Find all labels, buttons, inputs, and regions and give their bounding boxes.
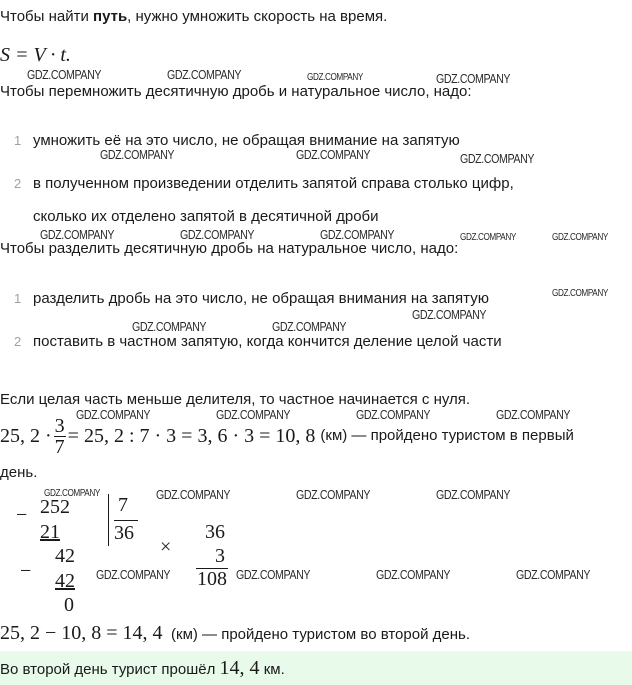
path-formula: S = V · t.: [0, 44, 71, 66]
watermark: GDZ.COMPANY: [167, 67, 242, 82]
watermark: GDZ.COMPANY: [40, 227, 115, 242]
answer-after: км.: [259, 661, 285, 678]
answer-text: [0, 657, 285, 680]
watermark: GDZ.COMPANY: [44, 488, 100, 499]
watermark: GDZ.COMPANY: [552, 232, 608, 243]
calc1-right: = 25, 2 : 7 · 3 = 3, 6 · 3 = 10, 8: [67, 424, 316, 447]
multiply-step-2: в полученном произведении отделить запятой справа столько цифр,: [33, 175, 514, 192]
zero-note: Если целая часть меньше делителя, то частное начинается с нуля.: [0, 391, 471, 408]
watermark: GDZ.COMPANY: [307, 72, 363, 83]
watermark: GDZ.COMPANY: [132, 319, 207, 334]
watermark: GDZ.COMPANY: [436, 71, 511, 86]
subtrahend-2: 42: [55, 570, 75, 592]
watermark: GDZ.COMPANY: [412, 307, 487, 322]
answer-before: Во второй день турист прошёл: [0, 661, 220, 678]
watermark: GDZ.COMPANY: [552, 288, 608, 299]
calc1-tail: день.: [0, 464, 38, 481]
watermark: GDZ.COMPANY: [296, 147, 371, 162]
minus-sign: −: [20, 560, 32, 582]
watermark: GDZ.COMPANY: [236, 567, 311, 582]
remainder-1: 42: [55, 545, 75, 567]
list-number: 1: [14, 291, 22, 306]
intro-text: [0, 7, 387, 27]
watermark: GDZ.COMPANY: [516, 567, 591, 582]
watermark: GDZ.COMPANY: [216, 407, 291, 422]
watermark: GDZ.COMPANY: [356, 407, 431, 422]
watermark: GDZ.COMPANY: [156, 487, 231, 502]
watermark: GDZ.COMPANY: [100, 147, 175, 162]
list-number: 2: [14, 334, 22, 349]
calc1-unit-text: (км) — пройдено туристом в первый: [320, 427, 574, 444]
mult-top: 36: [205, 521, 225, 543]
list-number: 1: [14, 133, 22, 148]
calc2-text: (км) — пройдено туристом во второй день.: [171, 626, 470, 643]
multiply-step-1: умножить её на это число, не обращая внимание на запятую: [33, 132, 460, 149]
watermark: GDZ.COMPANY: [296, 487, 371, 502]
times-sign: ×: [160, 536, 172, 558]
divide-step-2: поставить в частном запятую, когда кончится деление целой части: [33, 333, 502, 350]
watermark: GDZ.COMPANY: [436, 487, 511, 502]
watermark: GDZ.COMPANY: [460, 151, 535, 166]
watermark: GDZ.COMPANY: [320, 227, 395, 242]
watermark: GDZ.COMPANY: [460, 232, 516, 243]
watermark: GDZ.COMPANY: [180, 227, 255, 242]
fraction-denominator: 7: [54, 435, 65, 458]
fraction-3-7: [54, 416, 66, 457]
minus-sign: −: [16, 504, 28, 526]
calc2-expr: 25, 2 − 10, 8 = 14, 4: [0, 622, 163, 644]
intro-bold: путь: [93, 8, 128, 25]
remainder-final: 0: [64, 594, 74, 616]
dividend: 252: [40, 496, 70, 518]
watermark: GDZ.COMPANY: [496, 407, 571, 422]
multiply-step-2-cont: сколько их отделено запятой в десятичной дроби: [33, 208, 379, 225]
watermark: GDZ.COMPANY: [27, 67, 102, 82]
calc-day2: [0, 622, 470, 645]
division-bar-vertical: [108, 494, 109, 546]
division-bar-horizontal: [114, 520, 138, 521]
list-number: 2: [14, 176, 22, 191]
watermark: GDZ.COMPANY: [272, 319, 347, 334]
subtrahend-1: 21: [40, 521, 60, 543]
divide-rule-title: Чтобы разделить десятичную дробь на натуральное число, надо:: [0, 240, 459, 257]
multiply-rule-title: Чтобы перемножить десятичную дробь и натуральное число, надо:: [0, 83, 472, 100]
answer-value: 14, 4: [219, 657, 260, 679]
fraction-numerator: 3: [54, 414, 65, 437]
watermark: GDZ.COMPANY: [96, 567, 171, 582]
answer-box: [0, 651, 632, 685]
quotient: 36: [114, 522, 134, 544]
divisor: 7: [118, 494, 128, 516]
mult-bottom: 3: [215, 545, 225, 567]
calc1-left: 25, 2 ·: [0, 424, 52, 447]
watermark: GDZ.COMPANY: [376, 567, 451, 582]
divide-step-1: разделить дробь на это число, не обращая внимания на запятую: [33, 290, 489, 307]
intro-after: , нужно умножить скорость на время.: [127, 8, 388, 25]
watermark: GDZ.COMPANY: [76, 407, 151, 422]
mult-result: 108: [197, 568, 227, 590]
intro-before: Чтобы найти: [0, 8, 94, 25]
